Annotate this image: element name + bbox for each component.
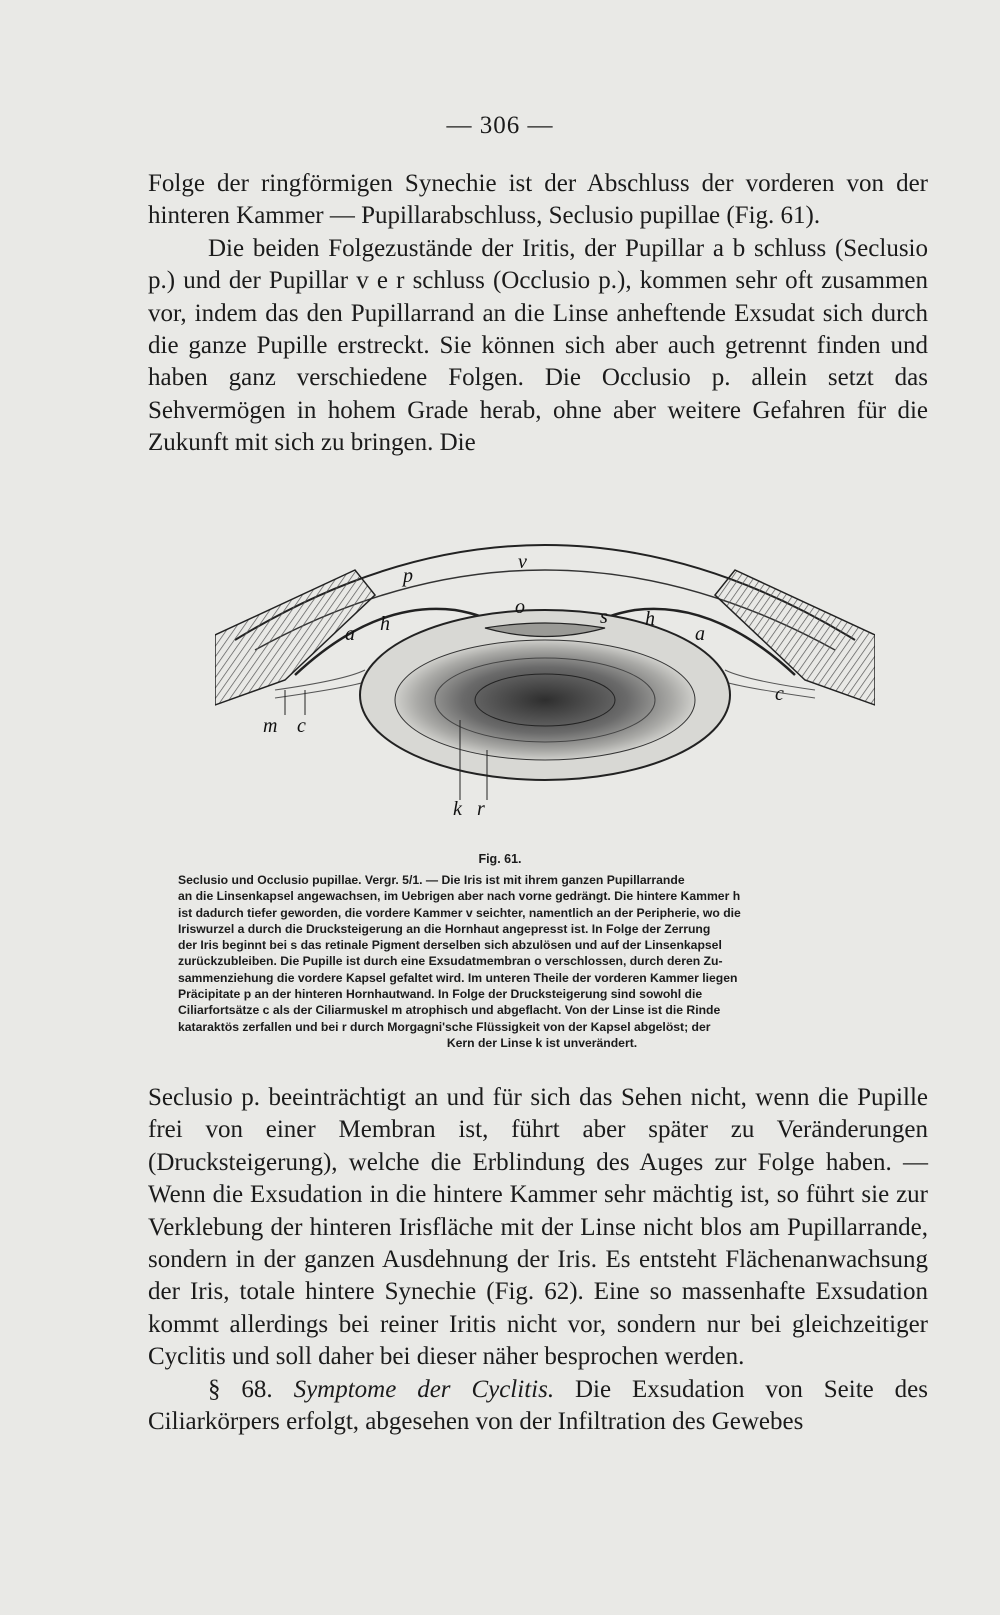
eye-illustration — [215, 510, 875, 840]
label-c-right: c — [775, 683, 784, 705]
label-h-left: h — [380, 613, 390, 635]
section-paragraph — [148, 1374, 928, 1439]
caption-line: Seclusio und Occlusio pupillae. Vergr. 5/1. — Die Iris ist mit ihrem ganzen Pupillarrande — [178, 873, 685, 887]
sclera-right — [715, 570, 875, 705]
label-s: s — [600, 606, 608, 628]
label-k: k — [453, 798, 462, 820]
caption-line: an die Linsenkapsel angewachsen, im Uebrigen aber nach vorne gedrängt. Die hintere Kammer h — [178, 889, 741, 904]
caption-line: Ciliarfortsätze c als der Ciliarmuskel m atrophisch und abgeflacht. Von der Linse ist die Rinde — [178, 1003, 721, 1018]
paragraph: Die beiden Folgezustände der Iritis, der Pupillar a b schluss (Seclusio p.) und der Pupillar v e r schluss (Occlusio p.), kommen sehr oft zusammen vor, indem das den Pupillarrand an die Linse anheftende Exsudat sich durch die ganze Pupille erstreckt. Sie können sich aber auch getrennt finden und haben ganz verschiedene Folgen. Die Occlusio p. allein setzt das Sehvermögen in hohem Grade herab, ohne aber weitere Gefahren für die Zukunft mit sich zu bringen. Die — [148, 234, 928, 457]
section-text: Die Exsudation von Seite des Ciliarkörpers erfolgt, abgesehen von der Infiltration des Gewebes — [148, 1375, 928, 1436]
eye-cross-section-figure — [215, 510, 875, 840]
caption-line: der Iris beginnt bei s das retinale Pigment derselben sich abzulösen und auf der Linsenkapsel — [178, 938, 722, 953]
label-a-right: a — [695, 623, 705, 645]
section-title: Symptome der Cyclitis. — [293, 1375, 555, 1403]
caption-line: zurückzubleiben. Die Pupille ist durch eine Exsudatmembran o verschlossen, durch deren Zu- — [178, 954, 723, 969]
label-c-left: c — [297, 715, 306, 737]
caption-line: Iriswurzel a durch die Drucksteigerung an die Hornhaut angepresst ist. In Folge der Zerrung — [178, 921, 711, 936]
caption-line: sammenziehung die vordere Kapsel gefaltet wird. Im unteren Theile der vorderen Kammer liegen — [178, 970, 738, 985]
label-p: p — [403, 565, 413, 587]
label-h-right: h — [645, 608, 655, 630]
label-m: m — [263, 715, 278, 737]
figure-caption — [178, 872, 906, 1051]
page-number: — 306 — — [446, 112, 554, 139]
figure-caption-title: Fig. 61. — [478, 852, 522, 866]
paragraph: Folge der ringförmigen Synechie ist der Abschluss der vorderen von der hinteren Kammer — Pupillarabschluss, Seclusio pupillae (Fig. 61). — [148, 170, 928, 230]
section-number: § 68. — [208, 1375, 273, 1403]
bottom-text-block — [148, 1082, 928, 1438]
paragraph: Seclusio p. beeinträchtigt an und für sich das Sehen nicht, wenn die Pupille frei von einer Membran ist, führt aber später zu Veränderungen (Drucksteigerung), welche die Erblindung des Auges zur Folge haben. — Wenn die Exsudation in die hintere Kammer sehr mächtig ist, so führt sie zur Verklebung der hinteren Irisfläche mit der Linse nicht blos am Pupillarrande, sondern in der ganzen Ausdehnung der Iris. Es entsteht Flächenanwachsung der Iris, totale hintere Synechie (Fig. 62). Eine so massenhafte Exsudation kommt allerdings bei reiner Iritis nicht vor, sondern nur bei gleichzeitiger Cyclitis und soll daher bei dieser näher besprochen werden. — [148, 1084, 928, 1371]
label-v: v — [518, 551, 527, 573]
caption-line: kataraktös zerfallen und bei r durch Morgagni'sche Flüssigkeit von der Kapsel abgelöst; der — [178, 1019, 711, 1034]
label-a-left: a — [345, 623, 355, 645]
label-r: r — [477, 798, 485, 820]
caption-line: ist dadurch tiefer geworden, die vordere Kammer v seichter, namentlich an der Peripherie, wo die — [178, 905, 741, 920]
caption-line: Präcipitate p an der hinteren Hornhautwand. In Folge der Drucksteigerung sind sowohl die — [178, 987, 703, 1002]
caption-line: Kern der Linse k ist unverändert. — [446, 1035, 638, 1050]
top-text-block — [148, 168, 928, 460]
label-o: o — [515, 596, 525, 618]
